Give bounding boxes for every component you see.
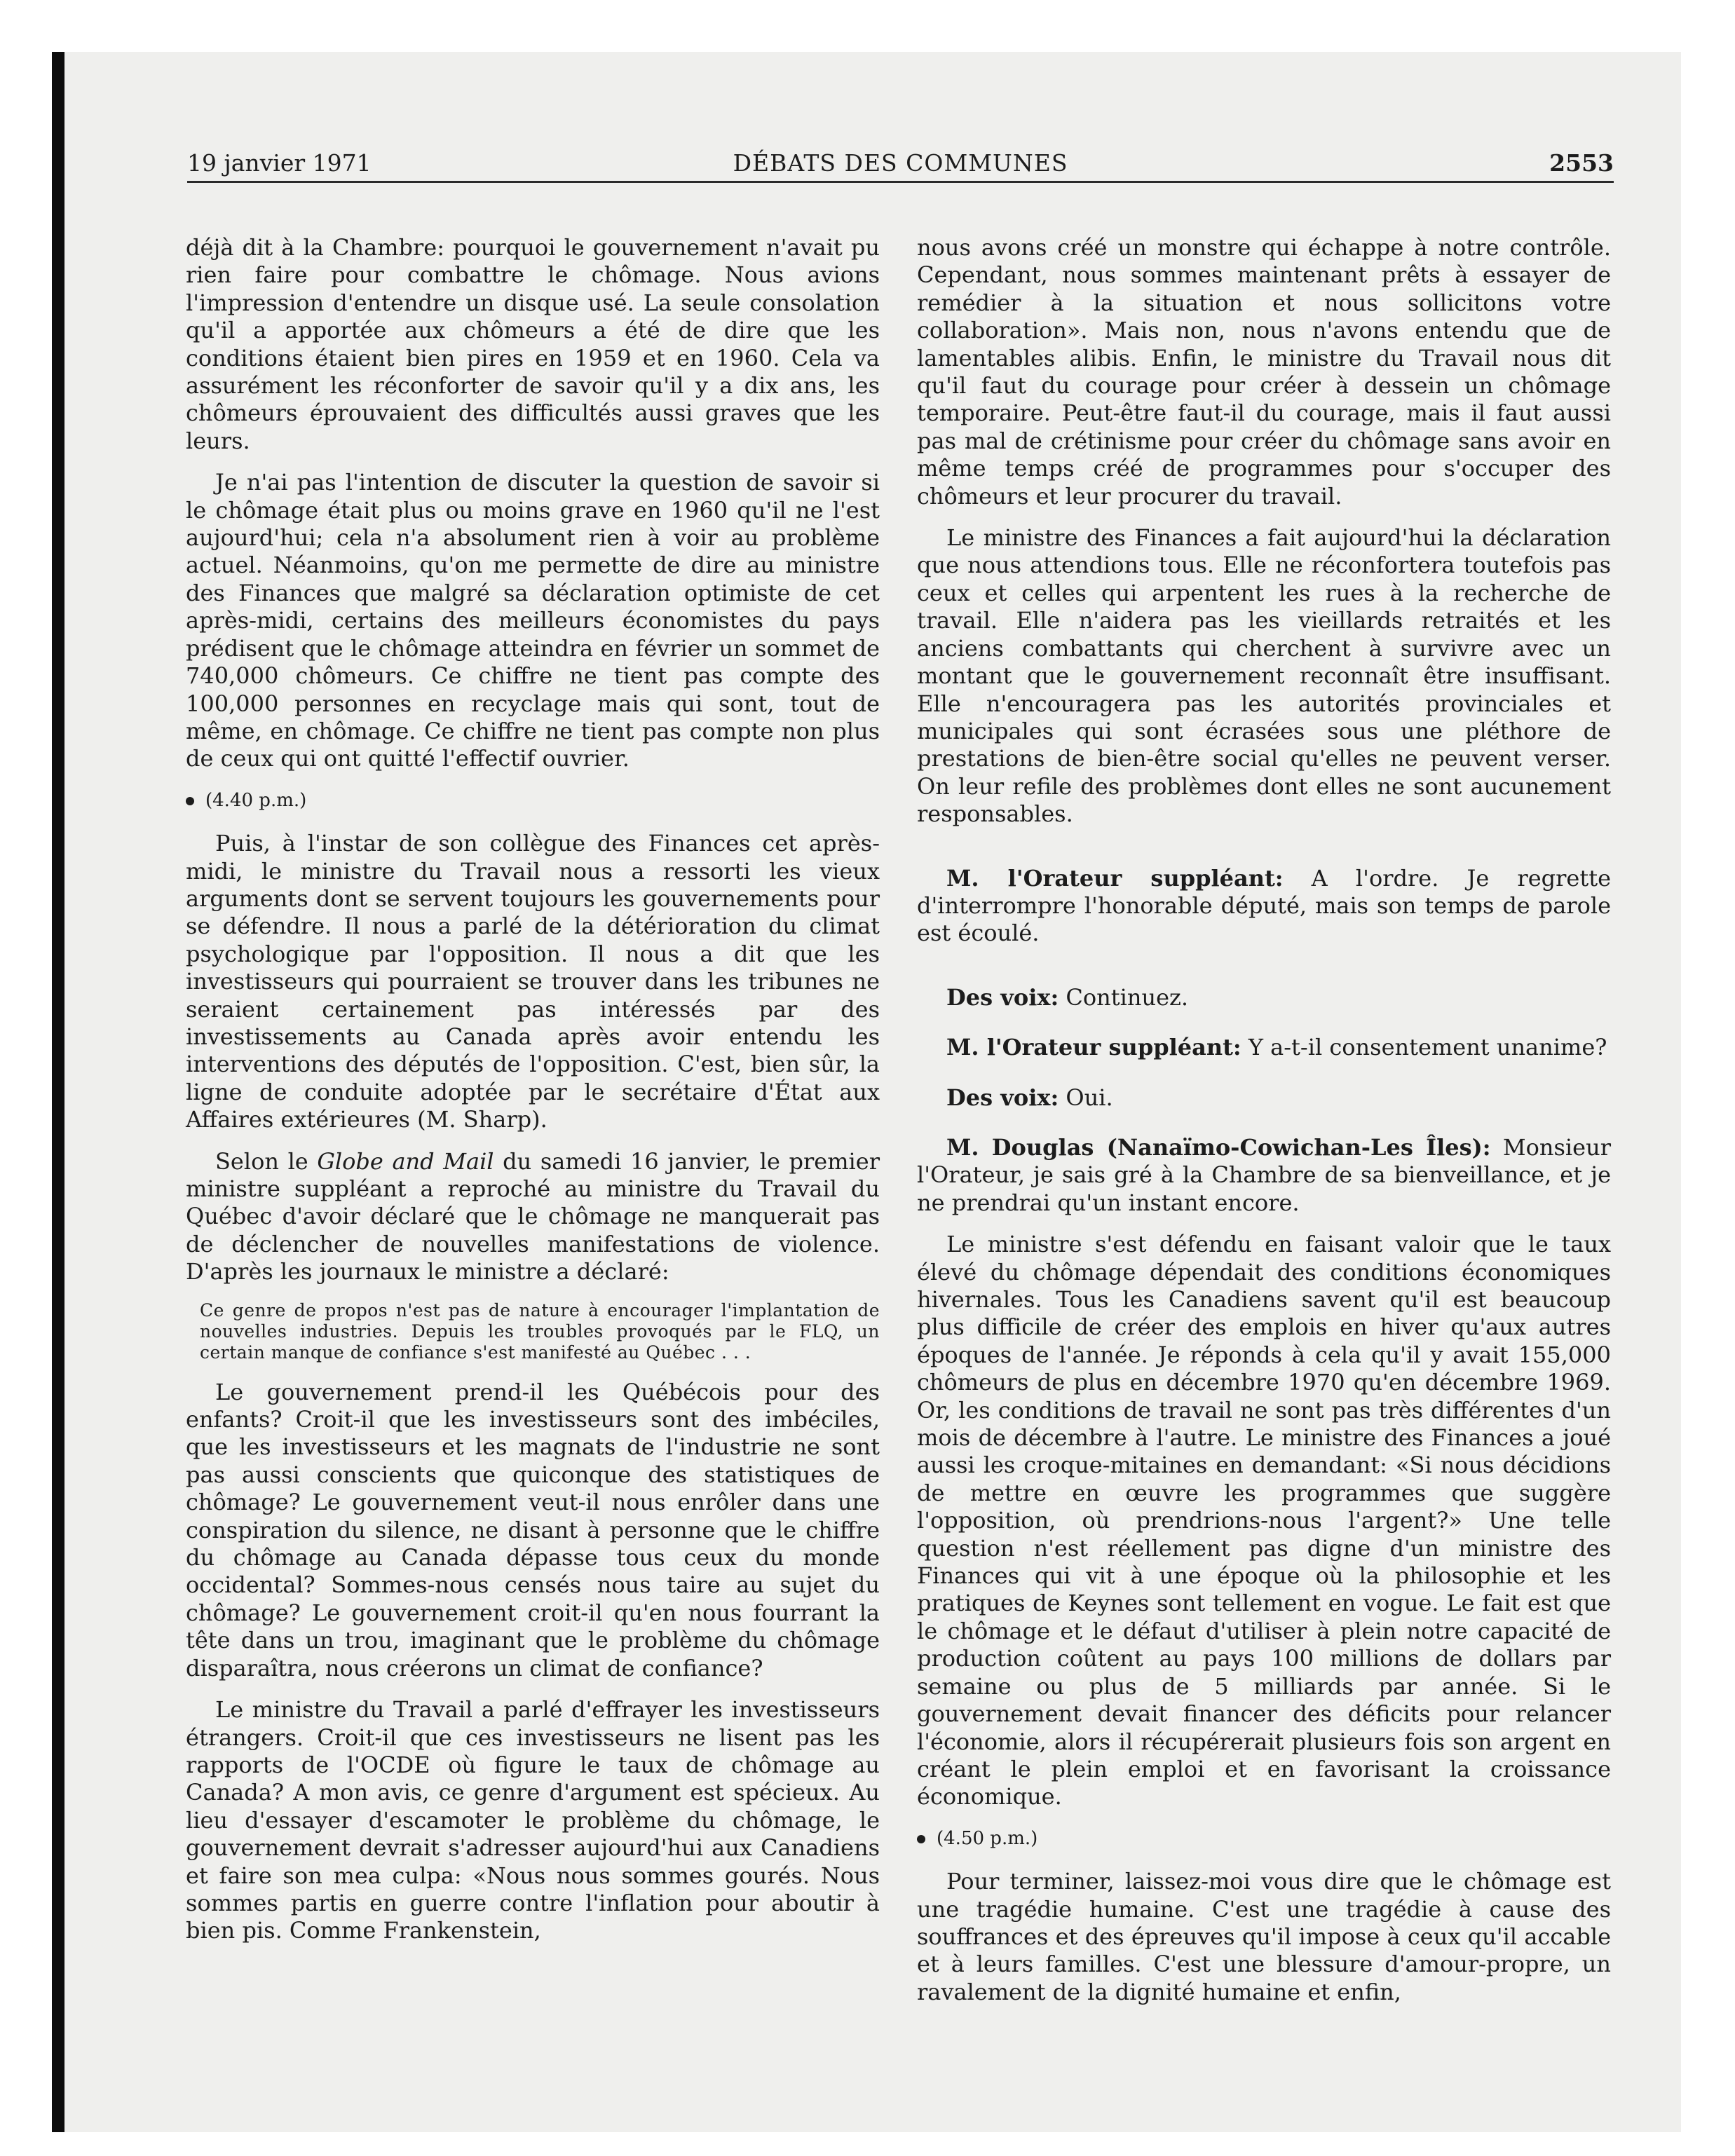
speaker-name: M. l'Orateur suppléant:: [946, 864, 1284, 892]
speech: [917, 984, 1611, 1011]
page-number: 2553: [1549, 149, 1614, 177]
text-run: du samedi 16 janvier, le premier ministre suppléant a reproché au ministre du Travail du Québec d'avoir déclaré que le chômage ne manquerait pas de déclencher de nouvelles manifestations de violence. D'après les journaux le ministre a déclaré:: [186, 1147, 880, 1285]
spacer: [917, 1025, 1611, 1034]
paragraph: Le gouvernement prend-il les Québécois pour des enfants? Croit-il que les investisseurs sont des imbéciles, que les investisseurs et les magnats de l'industrie ne sont pas aussi conscients que quiconque des statistiques de chômage? Le gouvernement veut-il nous enrôler dans une conspiration du silence, ne disant à personne que le chiffre du chômage au Canada dépasse tous ceux du monde occidental? Sommes-nous censés nous taire au sujet du chômage? Le gouvernement croit-il qu'en nous fourrant la tête dans un trou, imaginant que le problème du chômage disparaîtra, nous créerons un climat de confiance?: [186, 1378, 880, 1681]
speech-text: Monsieur l'Orateur, je sais gré à la Chambre de sa bienveillance, et je ne prendrai qu'un instant encore.: [917, 1133, 1612, 1216]
speech: [917, 1084, 1611, 1112]
speaker-name: Des voix:: [946, 1084, 1059, 1111]
paragraph: Le ministre s'est défendu en faisant valoir que le taux élevé du chômage dépendait des conditions économiques hivernales. Tous les Canadiens savent qu'il est beaucoup plus difficile de créer des emplois en hiver qu'aux autres époques de l'année. Je réponds à cela qu'il y avait 155,000 chômeurs de plus en décembre 1970 qu'en décembre 1969. Or, les conditions de travail ne sont pas très différentes d'un mois de décembre à l'autre. Le ministre des Finances a joué aussi les croque-mitaines en demandant: «Si nous décidions de mettre en œuvre les programmes que suggère l'opposition, où prendrions-nous l'argent?» Une telle question n'est réellement pas digne d'un ministre des Finances qui vit à une époque où la philosophie et les pratiques de Keynes sont tellement en vogue. Le fait est que le chômage et le défaut d'utiliser à plein notre capacité de production coûtent au pays 100 millions de dollars par semaine ou plus de 5 milliards par année. Si le gouvernement devait financer des déficits pour relancer l'économie, alors il récupérerait plusieurs fois son argent en créant le plein emploi et en favorisant la croissance économique.: [917, 1231, 1611, 1810]
paragraph: nous avons créé un monstre qui échappe à notre contrôle. Cependant, nous sommes maintenant prêts à essayer de remédier à la situation et nous sollicitons votre collaboration». Mais non, nous n'avons entendu que de lamentables alibis. Enfin, le ministre du Travail nous dit qu'il faut du courage pour créer à dessein un chômage temporaire. Peut-être faut-il du courage, mais il faut aussi pas mal de crétinisme pour créer du chômage sans avoir en même temps créé de programmes pour s'occuper des chômeurs et leur procurer du travail.: [917, 234, 1611, 510]
speech: [917, 1134, 1611, 1217]
header-date: 19 janvier 1971: [187, 149, 372, 177]
left-column: [186, 234, 880, 1959]
bullet-icon: [917, 1835, 925, 1843]
speech-text: Y a-t-il consentement unanime?: [1241, 1034, 1607, 1061]
time-marker: [186, 787, 880, 814]
speech-text: A l'ordre. Je regrette d'interrompre l'honorable député, mais son temps de parole est écoulé.: [917, 864, 1611, 947]
paragraph: déjà dit à la Chambre: pourquoi le gouvernement n'avait pu rien faire pour combattre le chômage. Nous avions l'impression d'entendre un disque usé. La seule consolation qu'il a apportée aux chômeurs a été de dire que les conditions étaient bien pires en 1959 et en 1960. Cela va assurément les réconforter de savoir qu'il y a dix ans, les chômeurs éprouvaient des difficultés aussi graves que les leurs.: [186, 234, 880, 454]
right-column: [917, 234, 1611, 2020]
time-stamp: (4.40 p.m.): [205, 789, 307, 811]
text-run: Selon le: [215, 1147, 318, 1175]
paragraph: Le ministre du Travail a parlé d'effrayer les investisseurs étrangers. Croit-il que ces investisseurs ne lisent pas les rapports de l'OCDE où figure le taux de chômage au Canada? A mon avis, ce genre d'argument est spécieux. Au lieu d'essayer d'escamoter le problème du chômage, le gouvernement devrait s'adresser aujourd'hui aux Canadiens et faire son mea culpa: «Nous nous sommes gourés. Nous sommes partis en guerre contre l'inflation pour aboutir à bien pis. Comme Frankenstein,: [186, 1696, 880, 1944]
paragraph: [186, 1148, 880, 1286]
scan-edge: [52, 52, 64, 2132]
spacer: [917, 962, 1611, 984]
time-marker: [917, 1825, 1611, 1853]
block-quote: Ce genre de propos n'est pas de nature à encourager l'implantation de nouvelles industries. Depuis les troubles provoqués par le FLQ, un certain manque de confiance s'est manifesté au Québec . . .: [200, 1299, 880, 1363]
speaker-name: M. Douglas (Nanaïmo-Cowichan-Les Îles):: [946, 1133, 1491, 1161]
speaker-name: Des voix:: [946, 983, 1059, 1011]
speech: [917, 1034, 1611, 1061]
paragraph: Le ministre des Finances a fait aujourd'hui la déclaration que nous attendions tous. Elle ne réconfortera toutefois pas ceux et celles qui arpentent les rues à la recherche de travail. Elle n'aidera pas les vieillards retraités et les anciens combattants qui cherchent à survivre avec un montant que le gouvernement reconnaît être insuffisant. Elle n'encouragera pas les autorités provinciales et municipales qui sont écrasées sous une pléthore de prestations de bien-être social qu'elles ne peuvent verser. On leur refile des problèmes dont elles ne sont aucunement responsables.: [917, 524, 1611, 828]
newspaper-title: Globe and Mail: [317, 1147, 494, 1175]
speech-text: Oui.: [1059, 1084, 1113, 1111]
speech-text: Continuez.: [1059, 983, 1189, 1011]
spacer: [917, 1076, 1611, 1084]
time-stamp: (4.50 p.m.): [937, 1827, 1038, 1849]
paragraph: Pour terminer, laissez-moi vous dire que le chômage est une tragédie humaine. C'est une tragédie à cause des souffrances et des épreuves qu'il impose à ceux qu'il accable et à leurs familles. C'est une blessure d'amour-propre, un ravalement de la dignité humaine et enfin,: [917, 1868, 1611, 2005]
bullet-icon: [186, 797, 194, 805]
spacer: [917, 842, 1611, 865]
header-title: DÉBATS DES COMMUNES: [733, 149, 1068, 177]
page-header: [187, 142, 1614, 183]
paragraph: Je n'ai pas l'intention de discuter la question de savoir si le chômage était plus ou moins grave en 1960 qu'il ne l'est aujourd'hui; cela n'a absolument rien à voir au problème actuel. Néanmoins, qu'on me permette de dire au ministre des Finances que malgré sa déclaration optimiste de cet après-midi, certains des meilleurs économistes du pays prédisent que le chômage atteindra en février un sommet de 740,000 chômeurs. Ce chiffre ne tient pas compte des 100,000 personnes en recyclage mais qui sont, tout de même, en chômage. Ce chiffre ne tient pas compte non plus de ceux qui ont quitté l'effectif ouvrier.: [186, 469, 880, 772]
speech: [917, 865, 1611, 948]
paragraph: Puis, à l'instar de son collègue des Finances cet après-midi, le ministre du Travail nous a ressorti les vieux arguments dont se servent toujours les gouvernements pour se défendre. Il nous a parlé de la détérioration du climat psychologique par l'opposition. Il nous a dit que les investisseurs qui pourraient se trouver dans les tribunes ne seraient certainement pas intéressés par des investissements au Canada après avoir entendu les interventions des députés de l'opposition. C'est, bien sûr, la ligne de conduite adoptée par le secrétaire d'État aux Affaires extérieures (M. Sharp).: [186, 830, 880, 1133]
speaker-name: M. l'Orateur suppléant:: [946, 1034, 1241, 1061]
spacer: [917, 1126, 1611, 1134]
